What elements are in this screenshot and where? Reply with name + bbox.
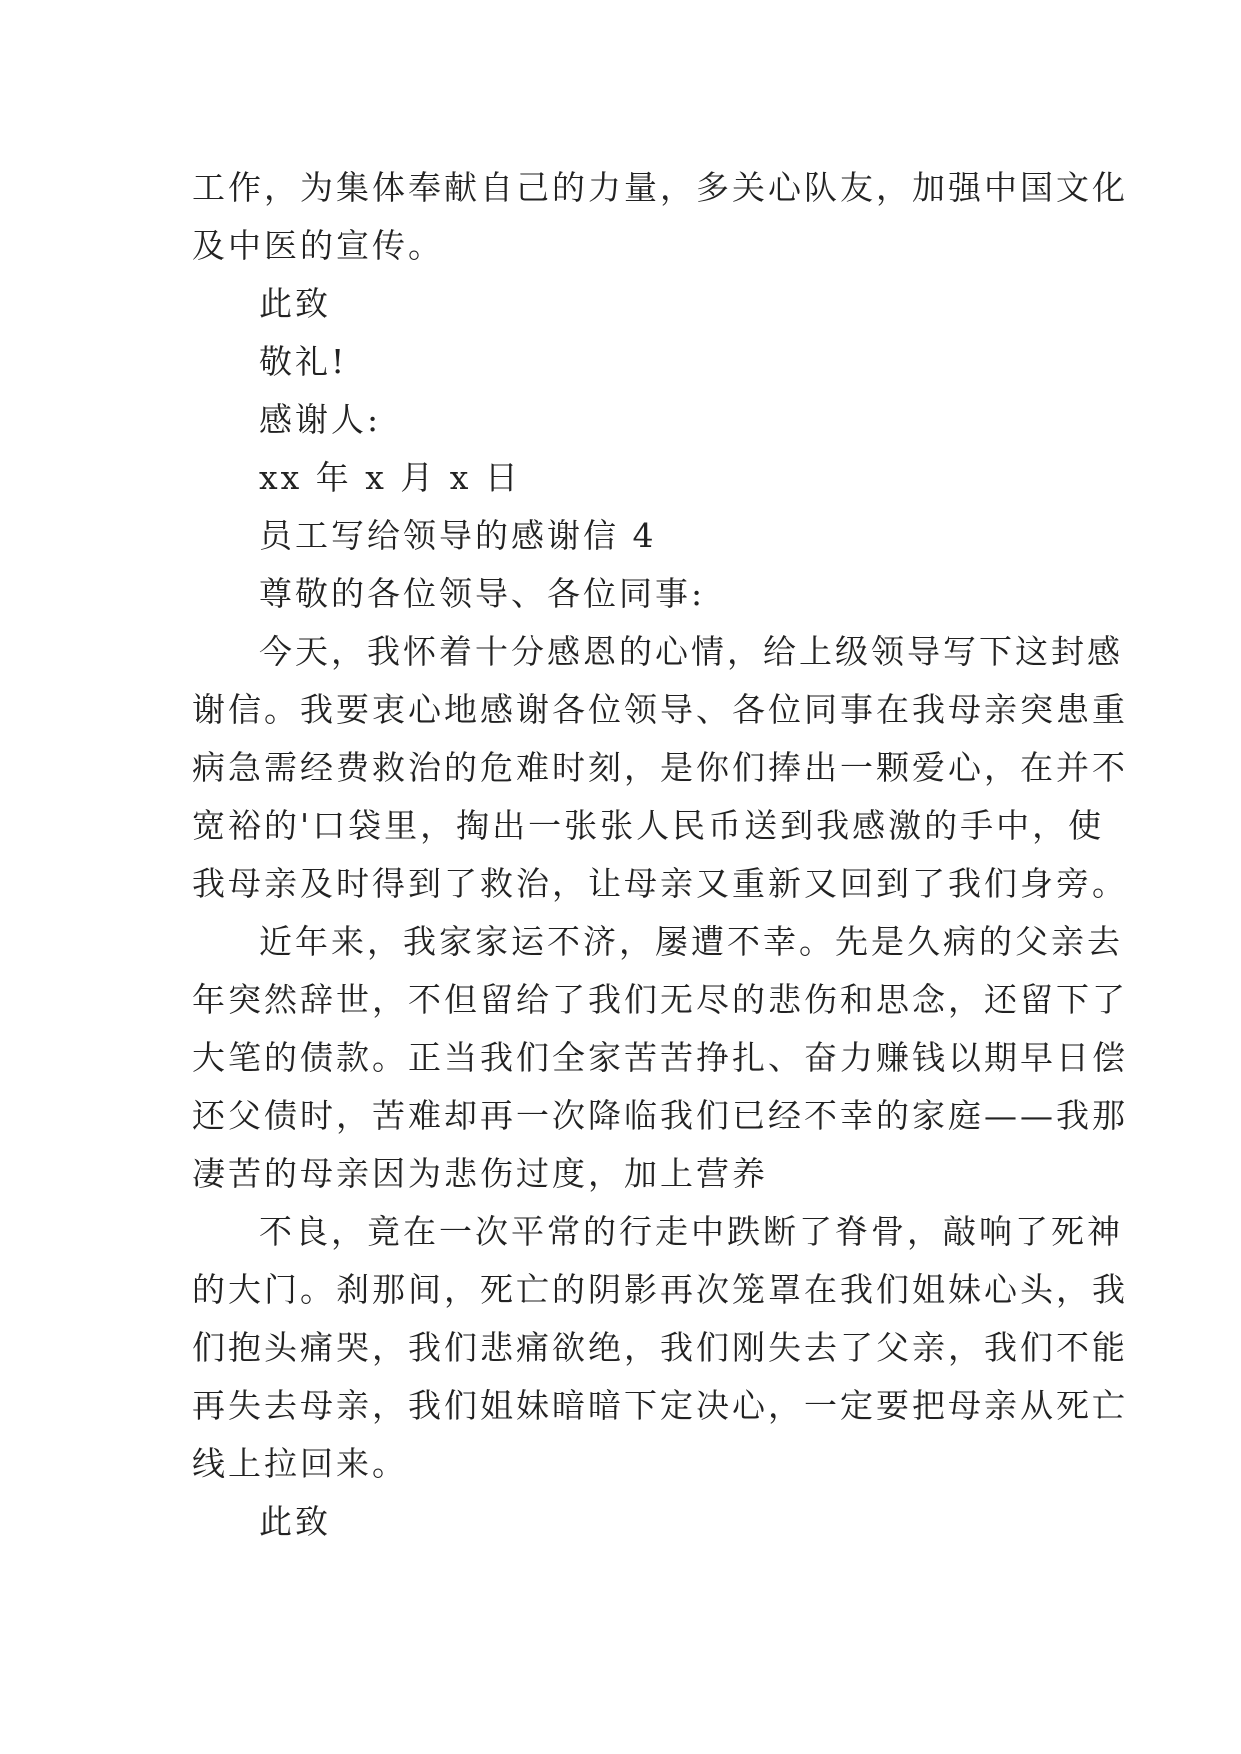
text-line: 再失去母亲，我们姐妹暗暗下定决心，一定要把母亲从死亡 — [192, 1386, 1128, 1425]
paragraph-start: 近年来，我家家运不济，屡遭不幸。先是久病的父亲去 — [259, 922, 1123, 961]
text-line: 工作，为集体奉献自己的力量，多关心队友，加强中国文化 — [192, 168, 1128, 207]
text-line: 年突然辞世，不但留给了我们无尽的悲伤和思念，还留下了 — [192, 980, 1128, 1019]
paragraph-start: 不良，竟在一次平常的行走中跌断了脊骨，敲响了死神 — [259, 1212, 1123, 1251]
closing-salutation: 此致 — [259, 1502, 331, 1541]
section-title: 员工写给领导的感谢信 4 — [259, 516, 657, 555]
text-line: 宽裕的'口袋里，掏出一张张人民币送到我感激的手中，使 — [192, 806, 1105, 845]
signature-label: 感谢人: — [259, 400, 382, 439]
text-line: 谢信。我要衷心地感谢各位领导、各位同事在我母亲突患重 — [192, 690, 1128, 729]
text-line: 还父债时，苦难却再一次降临我们已经不幸的家庭——我那 — [192, 1096, 1128, 1135]
text-line: 们抱头痛哭，我们悲痛欲绝，我们刚失去了父亲，我们不能 — [192, 1328, 1128, 1367]
letter-body — [192, 159, 1128, 1551]
text-line: 线上拉回来。 — [192, 1444, 408, 1483]
text-line: 我母亲及时得到了救治，让母亲又重新又回到了我们身旁。 — [192, 864, 1128, 903]
text-line: 病急需经费救治的危难时刻，是你们捧出一颗爱心，在并不 — [192, 748, 1128, 787]
date-line: xx 年 x 月 x 日 — [259, 458, 521, 497]
text-line: 的大门。刹那间，死亡的阴影再次笼罩在我们姐妹心头，我 — [192, 1270, 1128, 1309]
closing-salutation: 此致 — [259, 284, 331, 323]
text-line: 大笔的债款。正当我们全家苦苦挣扎、奋力赚钱以期早日偿 — [192, 1038, 1128, 1077]
closing-respect: 敬礼! — [259, 342, 348, 381]
greeting-line: 尊敬的各位领导、各位同事: — [259, 574, 706, 613]
paragraph-start: 今天，我怀着十分感恩的心情，给上级领导写下这封感 — [259, 632, 1123, 671]
text-line: 及中医的宣传。 — [192, 226, 444, 265]
text-line: 凄苦的母亲因为悲伤过度，加上营养 — [192, 1154, 768, 1193]
